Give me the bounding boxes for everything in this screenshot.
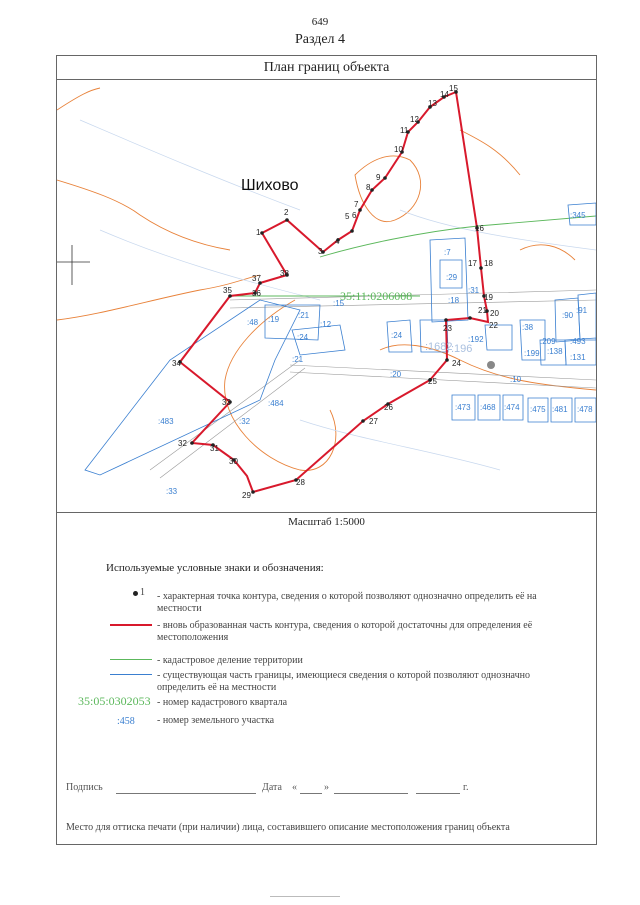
map-label: :138 (547, 347, 563, 356)
map-label: 22 (489, 321, 498, 330)
map-label: 34 (172, 359, 181, 368)
map-label: :131 (570, 353, 586, 362)
map-label: 27 (369, 417, 378, 426)
legend-blue-line (110, 674, 152, 675)
map-label: :90 (562, 311, 574, 320)
map-label: 1 (256, 228, 261, 237)
map-label: :478 (577, 405, 593, 414)
section-title: Раздел 4 (294, 32, 346, 47)
scale-label: Масштаб 1:5000 (288, 516, 365, 528)
quarter-label: 35:11:0206008 (340, 289, 413, 303)
signature-line[interactable] (116, 793, 256, 794)
map-label: 35 (223, 286, 232, 295)
locality-name: Шихово (241, 177, 299, 194)
map-label: :12 (320, 320, 332, 329)
map-label: :345 (570, 211, 586, 220)
map-label: :38 (522, 323, 534, 332)
map-label: :91 (576, 306, 588, 315)
legend-parcel-example: :458 (117, 716, 135, 727)
legend-item-point: - характерная точка контура, сведения о которой позволяют однозначно определить её на местности (157, 591, 537, 614)
map-label: 15 (449, 84, 458, 93)
date-label: Дата (262, 782, 282, 793)
map-label: 4 (335, 237, 340, 246)
cadastral-division (230, 216, 596, 296)
map-label: :481 (552, 405, 568, 414)
page-number: 649 (311, 16, 329, 28)
map-label: 8 (366, 183, 371, 192)
map-label: :21 (298, 311, 310, 320)
legend-green-line (110, 659, 152, 660)
date-month-line[interactable] (334, 793, 408, 794)
map-label: :473 (455, 403, 471, 412)
legend-item-existing: - существующая часть границы, имеющиеся сведения о которой позволяют однозначно определить её на местности (157, 670, 530, 693)
map-label: :484 (268, 399, 284, 408)
map-label: :10 (510, 375, 522, 384)
legend-item-new-contour: - вновь образованная часть контура, сведения о которой достаточны для определения её местоположения (157, 620, 533, 643)
map-label: 7 (354, 200, 359, 209)
map-label: 37 (252, 274, 261, 283)
map-label: :20 (390, 370, 402, 379)
legend-quarter-example: 35:05:0302053 (78, 694, 151, 708)
legend-point-symbol (133, 591, 138, 596)
map-label: 5 (345, 212, 350, 221)
map-label: :21 (292, 355, 304, 364)
map-label: :475 (530, 405, 546, 414)
stamp-text: Место для оттиска печати (при наличии) лица, составившего описание местоположения границ объекта (66, 822, 510, 833)
map-area (57, 80, 596, 512)
legend-item-cadastral: - кадастровое деление территории (157, 655, 303, 666)
map-label: :7 (444, 248, 451, 257)
map-label: :19 (268, 315, 280, 324)
map-label: 30 (229, 457, 238, 466)
map-label: 6 (352, 211, 357, 220)
map-label: :1682 (425, 341, 453, 353)
date-day-line[interactable] (300, 793, 322, 794)
map-label: 21 (478, 306, 487, 315)
map-label: :31 (468, 286, 480, 295)
legend-item-quarter: - номер кадастрового квартала (157, 697, 288, 708)
plan-title: План границ объекта (56, 55, 597, 80)
map-label: 38 (280, 269, 289, 278)
map-label: 32 (178, 439, 187, 448)
map-label: :24 (391, 331, 403, 340)
map-label: :474 (504, 403, 520, 412)
map-label: 28 (296, 478, 305, 487)
map-label: :32 (239, 417, 251, 426)
map-label: :192 (468, 335, 484, 344)
map-label: 17 (468, 259, 477, 268)
map-label: :29 (446, 273, 458, 282)
terrain-lines (57, 88, 596, 470)
map-label: 18 (484, 259, 493, 268)
map-label: 23 (443, 324, 452, 333)
date-quote-open: « (292, 782, 297, 793)
map-label: :199 (524, 349, 540, 358)
page-footer-line (270, 896, 340, 897)
map-label: 33 (222, 398, 231, 407)
map-label: :24 (297, 333, 309, 342)
scale-divider (56, 512, 597, 513)
date-year-line[interactable] (416, 793, 460, 794)
grid-cross (57, 245, 90, 285)
map-label: 2 (284, 208, 289, 217)
map-label: :48 (247, 318, 259, 327)
map-label: 36 (252, 289, 261, 298)
map-label: 14 (440, 90, 449, 99)
legend-point-number: 1 (140, 587, 145, 598)
map-label: 16 (475, 224, 484, 233)
map-label: :209 (540, 337, 556, 346)
map-label: 26 (384, 403, 393, 412)
map-label: 13 (428, 99, 437, 108)
existing-boundaries (85, 203, 596, 475)
map-label: 12 (410, 115, 419, 124)
year-suffix: г. (463, 782, 469, 793)
legend-title: Используемые условные знаки и обозначения: (106, 562, 324, 574)
map-label: :493 (570, 337, 586, 346)
map-label: 10 (394, 145, 403, 154)
map-label: :468 (480, 403, 496, 412)
map-label: 25 (428, 377, 437, 386)
map-label: 11 (400, 126, 409, 135)
map-label: 29 (242, 491, 251, 500)
date-quote-close: » (324, 782, 329, 793)
map-label: :33 (166, 487, 178, 496)
legend-item-parcel: - номер земельного участка (157, 715, 275, 726)
map-label: :196 (451, 343, 473, 355)
map-label: 3 (318, 247, 323, 256)
map-label: :15 (333, 299, 345, 308)
signature-label: Подпись (66, 782, 103, 793)
map-label: 24 (452, 359, 461, 368)
legend-red-line (110, 624, 152, 626)
map-label: :18 (448, 296, 460, 305)
map-label: :483 (158, 417, 174, 426)
map-label: 20 (490, 309, 499, 318)
map-label: 9 (376, 173, 381, 182)
boundary-map (57, 80, 596, 512)
map-label: 19 (484, 293, 493, 302)
map-label: 31 (210, 444, 219, 453)
reference-marker (487, 361, 495, 369)
